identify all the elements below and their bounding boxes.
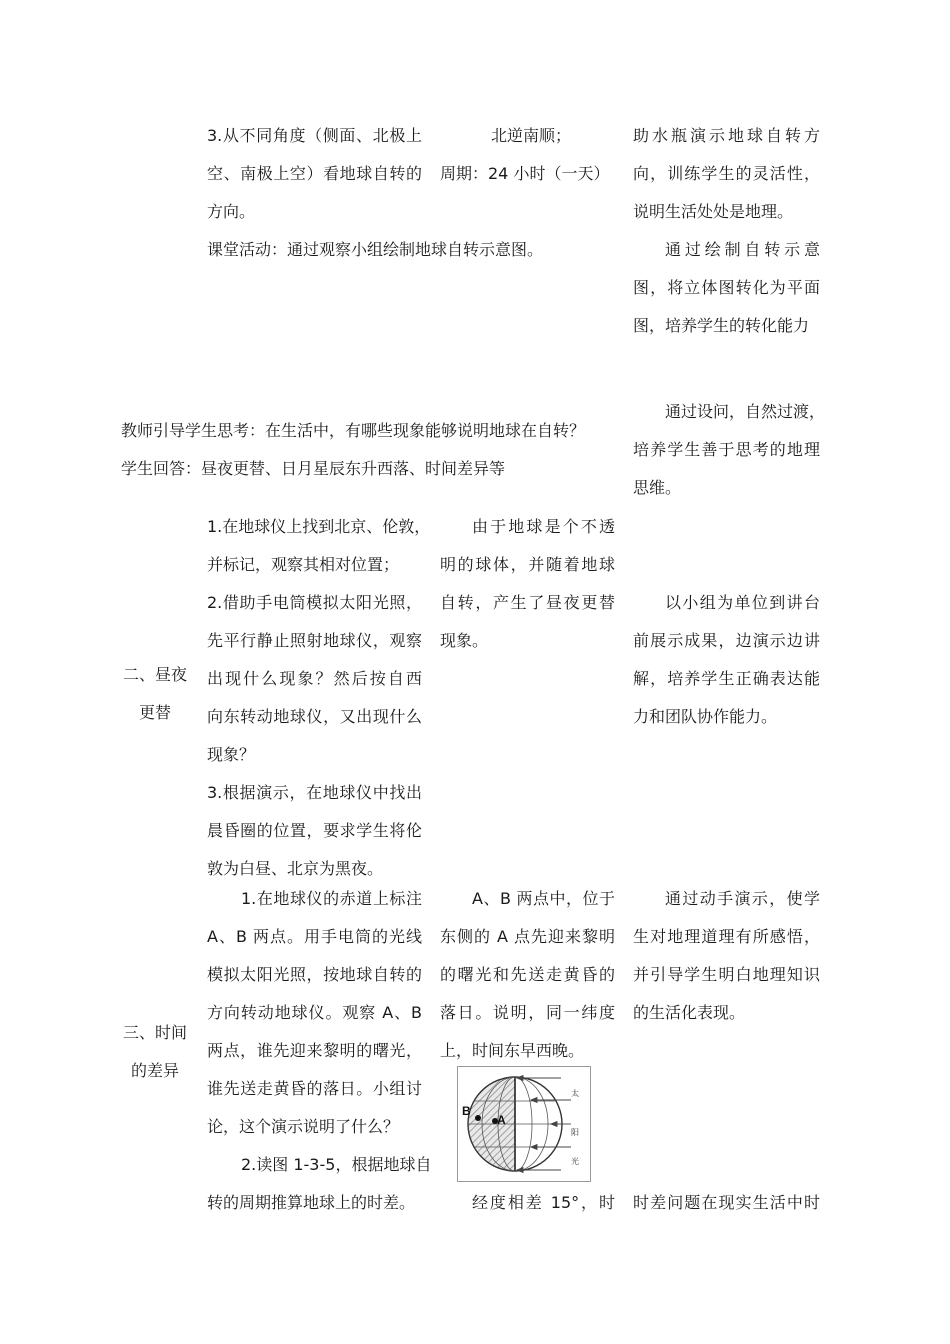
- activity-line: 方向转动地球仪。观察 A、B: [207, 1003, 422, 1022]
- earth-sunlight-figure: [457, 1066, 591, 1182]
- intent-line: 时差问题在现实生活中时: [633, 1193, 820, 1212]
- intent-line: 通过动手演示，使学: [665, 889, 820, 908]
- intent-line: 培养学生善于思考的地理: [633, 440, 820, 459]
- content-line: 落日。说明，同一纬度: [440, 1003, 615, 1022]
- intent-line: 以小组为单位到讲台: [665, 593, 820, 612]
- section-title: 二、昼夜: [123, 665, 188, 684]
- content-line: 东侧的 A 点先迎来黎明: [440, 927, 615, 946]
- content-line: 自转，产生了昼夜更替: [440, 593, 615, 612]
- activity-line: 论，这个演示说明了什么？: [207, 1117, 400, 1136]
- intent-line: 向，训练学生的灵活性，: [633, 164, 820, 183]
- intent-line: 生对地理道理有所感悟，: [633, 927, 820, 946]
- section-title: 三、时间: [123, 1023, 188, 1042]
- intent-line: 前展示成果，边演示边讲: [633, 631, 820, 650]
- activity-line: 向东转动地球仪，又出现什么: [207, 707, 422, 726]
- intent-line: 解，培养学生正确表达能: [633, 669, 820, 688]
- content-line: 上，时间东早西晚。: [440, 1041, 585, 1060]
- activity-line: 空、南极上空）看地球自转的: [207, 164, 422, 183]
- activity-line: 转的周期推算地球上的时差。: [207, 1193, 416, 1212]
- point-b-dot: [475, 1115, 481, 1121]
- intent-line: 的生活化表现。: [633, 1003, 746, 1022]
- intent-line: 通过设问，自然过渡，: [665, 402, 826, 421]
- activity-line: 先平行静止照射地球仪，观察: [207, 631, 422, 650]
- point-a-label: A: [497, 1113, 506, 1127]
- point-b-label: B: [462, 1104, 471, 1118]
- intent-line: 说明生活处处是地理。: [633, 202, 794, 221]
- activity-line: 晨昏圈的位置，要求学生将伦: [207, 821, 422, 840]
- activity-line: 两点，谁先迎来黎明的曙光，: [207, 1041, 422, 1060]
- content-line: 的曙光和先送走黄昏的: [440, 965, 615, 984]
- content-line: 由于地球是个不透: [472, 517, 615, 536]
- student-answer: 学生回答：昼夜更替、日月星辰东升西落、时间差异等: [121, 459, 506, 478]
- activity-line: 并标记，观察其相对位置；: [207, 555, 400, 574]
- activity-line: 1.在地球仪上找到北京、伦敦，: [207, 517, 431, 536]
- activity-line: 现象？: [207, 745, 256, 764]
- content-line: A、B 两点中，位于: [472, 889, 615, 908]
- sunlight-label-char: 光: [571, 1157, 579, 1166]
- activity-line: 出现什么现象？然后按自西: [207, 669, 422, 688]
- activity-line: 2.借助手电筒模拟太阳光照，: [207, 593, 422, 612]
- activity-line: 3.根据演示，在地球仪中找出: [207, 783, 422, 802]
- section-title: 更替: [139, 703, 172, 722]
- activity-line: 3.从不同角度（侧面、北极上: [207, 126, 422, 145]
- sunlight-label-char: 阳: [571, 1128, 579, 1137]
- intent-line: 通过绘制自转示意: [665, 240, 820, 259]
- content-line: 现象。: [440, 631, 489, 650]
- activity-line: 模拟太阳光照，按地球自转的: [207, 965, 422, 984]
- activity-line: 谁先送走黄昏的落日。小组讨: [207, 1079, 422, 1098]
- classroom-activity: 课堂活动：通过观察小组绘制地球自转示意图。: [207, 240, 544, 259]
- intent-line: 力和团队协作能力。: [633, 707, 778, 726]
- content-line: 明的球体，并随着地球: [440, 555, 615, 574]
- sunlight-label-char: 太: [571, 1089, 579, 1098]
- content-line: 周期：24 小时（一天）: [440, 164, 610, 183]
- teacher-prompt: 教师引导学生思考：在生活中，有哪些现象能够说明地球在自转？: [121, 421, 586, 440]
- intent-line: 图，将立体图转化为平面: [633, 278, 820, 297]
- intent-line: 思维。: [633, 478, 682, 497]
- intent-line: 并引导学生明白地理知识: [633, 965, 820, 984]
- intent-line: 图，培养学生的转化能力: [633, 316, 810, 335]
- activity-line: 敦为白昼、北京为黑夜。: [207, 859, 384, 878]
- intent-line: 助水瓶演示地球自转方: [633, 126, 820, 145]
- activity-line: A、B 两点。用手电筒的光线: [207, 927, 422, 946]
- activity-line: 2.读图 1-3-5，根据地球自: [241, 1155, 432, 1174]
- activity-line: 1.在地球仪的赤道上标注: [241, 889, 422, 908]
- content-line: 经度相差 15°，时: [472, 1193, 615, 1212]
- activity-line: 方向。: [207, 202, 256, 221]
- section-title: 的差异: [131, 1061, 180, 1080]
- content-line: 北逆南顺；: [491, 126, 572, 145]
